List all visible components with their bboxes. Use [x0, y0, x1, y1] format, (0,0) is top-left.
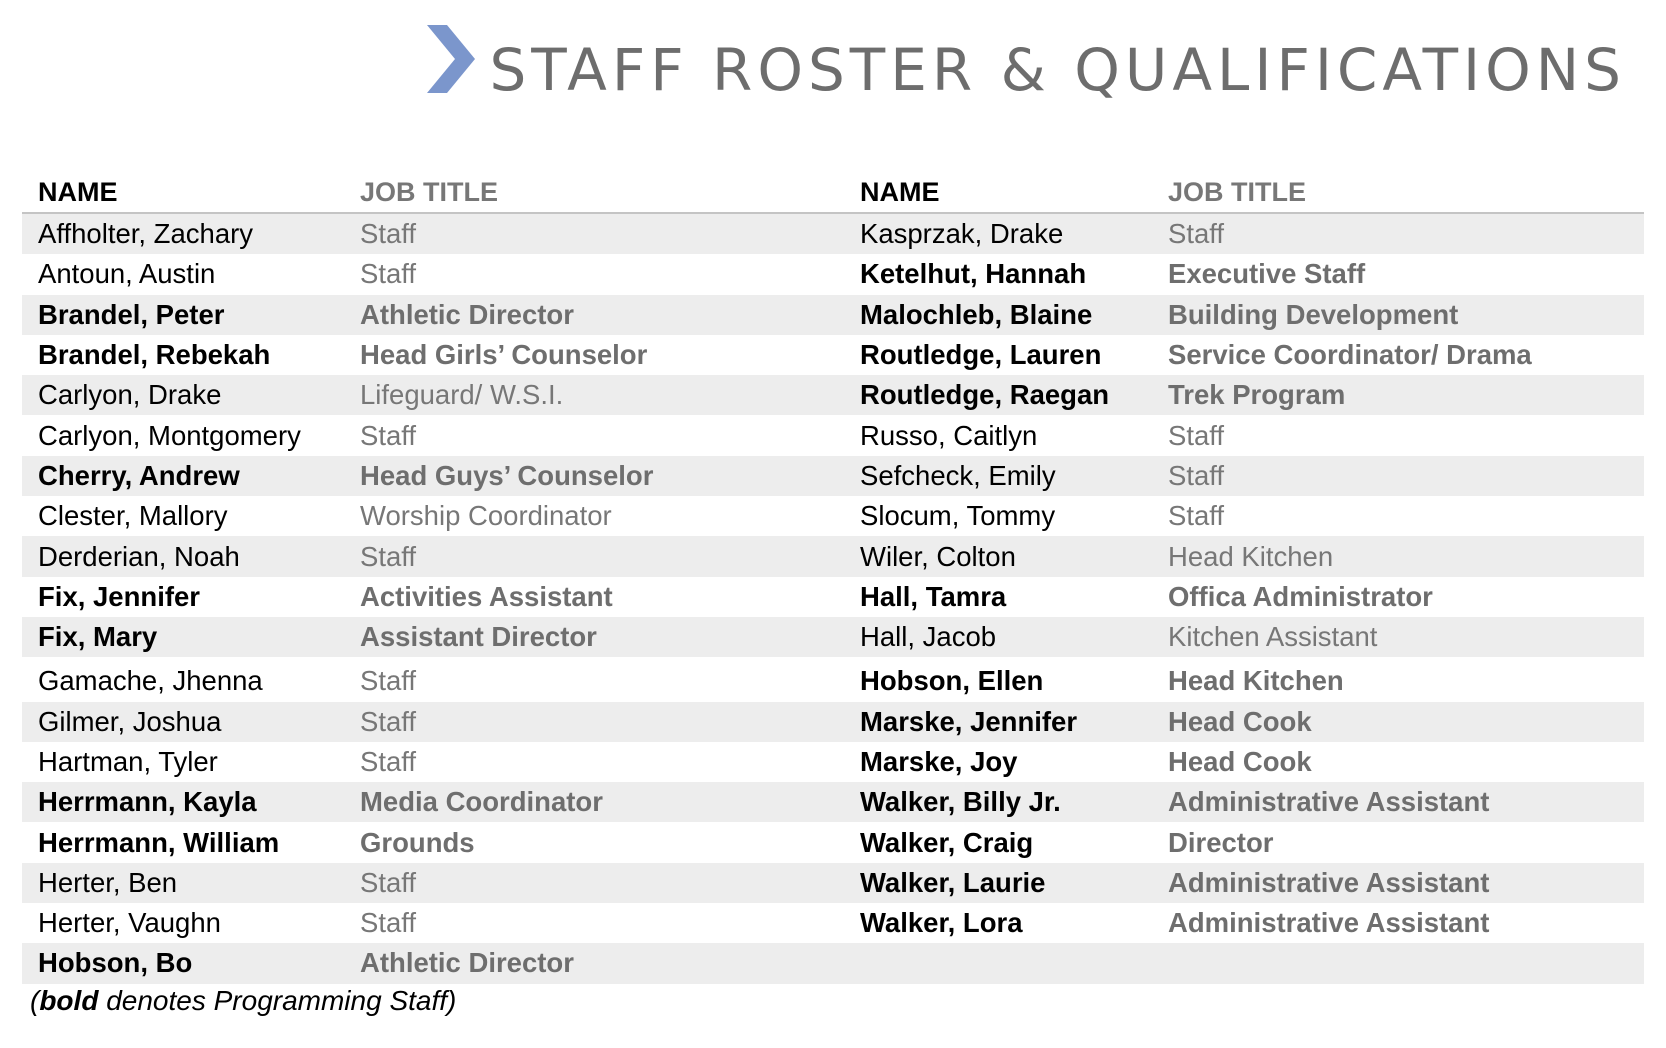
staff-name-left: Gamache, Jhenna [38, 665, 263, 697]
job-title-left: Head Girls’ Counselor [360, 339, 648, 371]
table-row [22, 661, 1644, 701]
staff-name-right: Hobson, Ellen [860, 665, 1044, 697]
staff-name-left: Carlyon, Montgomery [38, 419, 301, 451]
staff-name-right: Hall, Jacob [860, 621, 997, 653]
job-title-right: Service Coordinator/ Drama [1168, 339, 1532, 371]
table-row [22, 822, 1644, 862]
table-row [22, 536, 1644, 576]
job-title-left: Staff [360, 866, 417, 898]
column-header-name-right: NAME [860, 176, 940, 207]
page-header [425, 20, 1626, 120]
staff-name-left: Clester, Mallory [38, 500, 228, 532]
staff-name-right: Walker, Laurie [860, 866, 1046, 898]
staff-name-right: Ketelhut, Hannah [860, 258, 1087, 290]
job-title-right: Staff [1168, 218, 1225, 250]
staff-name-left: Hartman, Tyler [38, 746, 218, 777]
table-row [22, 782, 1644, 822]
staff-name-left: Carlyon, Drake [38, 379, 222, 411]
staff-name-right: Sefcheck, Emily [860, 459, 1056, 491]
staff-name-left: Derderian, Noah [38, 540, 240, 572]
job-title-left: Athletic Director [360, 298, 574, 330]
job-title-left: Staff [360, 705, 417, 737]
chevron-right-icon [425, 25, 477, 93]
staff-name-right: Routledge, Lauren [860, 339, 1102, 371]
job-title-left: Lifeguard/ W.S.I. [360, 379, 564, 411]
job-title-left: Staff [360, 258, 417, 290]
staff-name-right: Wiler, Colton [860, 540, 1016, 572]
job-title-right: Staff [1168, 419, 1225, 451]
job-title-right: Administrative Assistant [1168, 866, 1490, 898]
staff-name-left: Fix, Mary [38, 621, 158, 653]
job-title-right: Offica Administrator [1168, 580, 1433, 612]
job-title-right: Building Development [1168, 298, 1459, 330]
column-header-job-left: JOB TITLE [360, 176, 499, 207]
note-rest: denotes Programming Staff) [98, 985, 457, 1016]
staff-name-right: Routledge, Raegan [860, 379, 1110, 411]
table-row [22, 617, 1644, 657]
job-title-left: Staff [360, 907, 417, 939]
job-title-right: Head Kitchen [1168, 665, 1344, 697]
job-title-right: Administrative Assistant [1168, 907, 1490, 939]
staff-name-left: Hobson, Bo [38, 947, 193, 979]
legend-note [30, 985, 456, 1017]
job-title-left: Worship Coordinator [360, 500, 612, 532]
staff-name-right: Slocum, Tommy [860, 500, 1056, 532]
staff-name-right: Walker, Billy Jr. [860, 786, 1061, 818]
job-title-right: Head Cook [1168, 746, 1312, 777]
table-row [22, 456, 1644, 496]
job-title-right: Staff [1168, 459, 1225, 491]
job-title-left: Athletic Director [360, 947, 574, 979]
job-title-left: Assistant Director [360, 621, 597, 653]
table-row [22, 943, 1644, 983]
staff-name-right: Marske, Jennifer [860, 705, 1078, 737]
job-title-right: Executive Staff [1168, 258, 1366, 290]
column-header-name-left: NAME [38, 176, 118, 207]
job-title-right: Trek Program [1168, 379, 1346, 411]
staff-name-left: Herter, Vaughn [38, 907, 221, 939]
job-title-right: Head Cook [1168, 705, 1312, 737]
staff-name-right: Marske, Joy [860, 746, 1018, 777]
staff-name-right: Walker, Lora [860, 907, 1023, 939]
table-row [22, 254, 1644, 294]
job-title-right: Staff [1168, 500, 1225, 532]
note-bold-word: bold [39, 985, 99, 1016]
table-row [22, 496, 1644, 536]
table-row [22, 742, 1644, 782]
table-row [22, 295, 1644, 335]
staff-name-left: Herrmann, William [38, 826, 280, 858]
table-body [22, 214, 1644, 984]
staff-roster-table [22, 172, 1644, 984]
staff-name-left: Affholter, Zachary [38, 218, 254, 250]
note-open: ( [30, 985, 40, 1016]
job-title-left: Grounds [360, 826, 475, 858]
table-row [22, 903, 1644, 943]
staff-name-right: Kasprzak, Drake [860, 218, 1064, 250]
table-row [22, 702, 1644, 742]
job-title-left: Media Coordinator [360, 786, 603, 818]
staff-name-left: Cherry, Andrew [38, 459, 240, 491]
job-title-left: Staff [360, 540, 417, 572]
job-title-left: Activities Assistant [360, 580, 613, 612]
table-row [22, 375, 1644, 415]
job-title-right: Director [1168, 826, 1274, 858]
job-title-left: Head Guys’ Counselor [360, 459, 654, 491]
job-title-left: Staff [360, 665, 417, 697]
job-title-left: Staff [360, 746, 417, 777]
staff-name-left: Gilmer, Joshua [38, 705, 222, 737]
staff-name-right: Hall, Tamra [860, 580, 1007, 612]
staff-name-left: Herrmann, Kayla [38, 786, 257, 818]
job-title-left: Staff [360, 218, 417, 250]
staff-name-left: Antoun, Austin [38, 258, 216, 290]
job-title-right: Administrative Assistant [1168, 786, 1490, 818]
staff-name-right: Russo, Caitlyn [860, 419, 1038, 451]
page-title: STAFF ROSTER & QUALIFICATIONS [489, 36, 1626, 104]
staff-name-left: Brandel, Rebekah [38, 339, 271, 371]
chevron-shape [427, 25, 475, 93]
staff-name-left: Fix, Jennifer [38, 580, 200, 612]
job-title-right: Kitchen Assistant [1168, 621, 1378, 653]
job-title-left: Staff [360, 419, 417, 451]
table-header-row [22, 172, 1644, 214]
job-title-right: Head Kitchen [1168, 540, 1334, 572]
column-header-job-right: JOB TITLE [1168, 176, 1307, 207]
staff-name-left: Herter, Ben [38, 866, 178, 898]
staff-name-right: Malochleb, Blaine [860, 298, 1093, 330]
table-row [22, 577, 1644, 617]
staff-name-left: Brandel, Peter [38, 298, 225, 330]
table-row [22, 863, 1644, 903]
table-row [22, 214, 1644, 254]
table-row [22, 415, 1644, 455]
table-row [22, 335, 1644, 375]
staff-name-right: Walker, Craig [860, 826, 1034, 858]
